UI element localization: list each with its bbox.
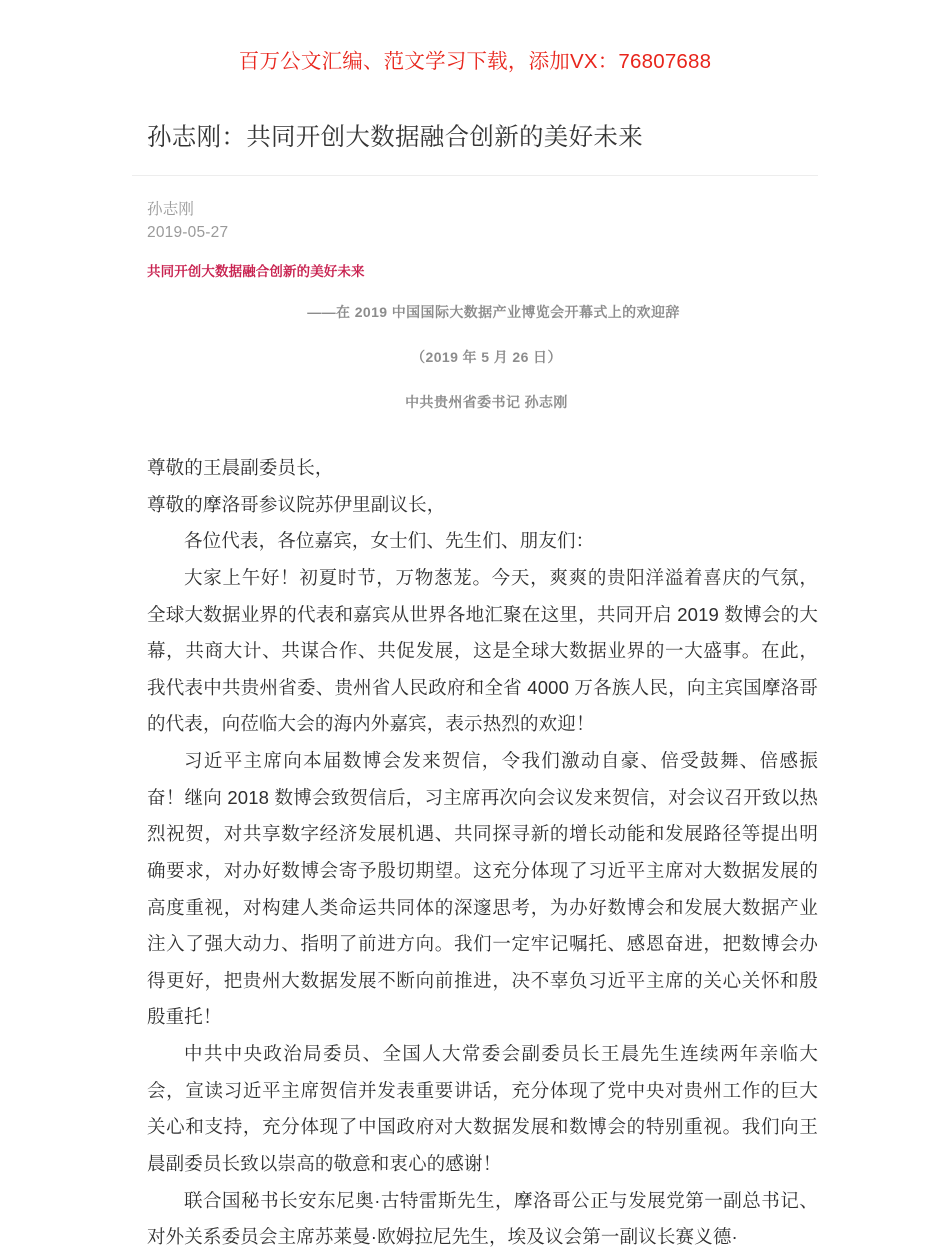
- speaker-title-line: 中共贵州省委书记 孙志刚: [405, 394, 568, 410]
- author-name: 孙志刚: [147, 200, 195, 218]
- speech-occasion-line: ——在 2019 中国国际大数据产业博览会开幕式上的欢迎辞: [307, 304, 680, 320]
- subtitle-highlight: 共同开创大数据融合创新的美好未来: [147, 263, 365, 279]
- publish-date: 2019-05-27: [147, 224, 229, 242]
- article-header: [132, 75, 818, 176]
- body-paragraph: 联合国秘书长安东尼奥·古特雷斯先生，摩洛哥公正与发展党第一副总书记、对外关系委员会主席苏莱曼·欧姆拉尼先生，埃及议会第一副议长赛义德·: [147, 1189, 818, 1248]
- speech-body: [147, 450, 818, 1256]
- article-content: [132, 262, 818, 1256]
- promo-banner-text: 百万公文汇编、范文学习下载，添加VX：76807688: [238, 50, 712, 73]
- body-paragraph: 习近平主席向本届数博会发来贺信，令我们激动自豪、倍受鼓舞、倍感振奋！继向 2018 数博会致贺信后，习主席再次向会议发来贺信，对会议召开致以热烈祝贺，对共享数字经济发展机遇、共同探寻新的增长动能和发展路径等提出明确要求，对办好数博会寄予殷切期望。这充分体现了习近平主席对大数据发展的高度重视，对构建人类命运共同体的深邃思考，为办好数博会和发展大数据产业注入了强大动力、指明了前进方向。我们一定牢记嘱托、感恩奋进，把数博会办得更好，把贵州大数据发展不断向前推进，决不辜负习近平主席的关心关怀和殷殷重托！: [147, 750, 818, 1028]
- page-title: 孙志刚：共同开创大数据融合创新的美好未来: [147, 123, 643, 151]
- article-meta: [132, 176, 818, 245]
- body-paragraph: 大家上午好！初夏时节，万物葱茏。今天，爽爽的贵阳洋溢着喜庆的气氛，全球大数据业界的代表和嘉宾从世界各地汇聚在这里，共同开启 2019 数博会的大幕，共商大计、共谋合作、共促发展，这是全球大数据业界的一大盛事。在此，我代表中共贵州省委、贵州省人民政府和全省 4000 万各族人民，向主宾国摩洛哥的代表，向莅临大会的海内外嘉宾，表示热烈的欢迎！: [147, 566, 818, 735]
- body-paragraph: 各位代表，各位嘉宾，女士们、先生们、朋友们：: [184, 530, 595, 552]
- speech-date-line: （2019 年 5 月 26 日）: [411, 349, 562, 365]
- salutation-line: 尊敬的王晨副委员长，: [147, 457, 334, 478]
- body-paragraph: 中共中央政治局委员、全国人大常委会副委员长王晨先生连续两年亲临大会，宣读习近平主席贺信并发表重要讲话，充分体现了党中央对贵州工作的巨大关心和支持，充分体现了中国政府对大数据发展和数博会的特别重视。我们向王晨副委员长致以崇高的敬意和衷心的感谢！: [147, 1043, 818, 1174]
- salutation-line: 尊敬的摩洛哥参议院苏伊里副议长，: [147, 493, 446, 515]
